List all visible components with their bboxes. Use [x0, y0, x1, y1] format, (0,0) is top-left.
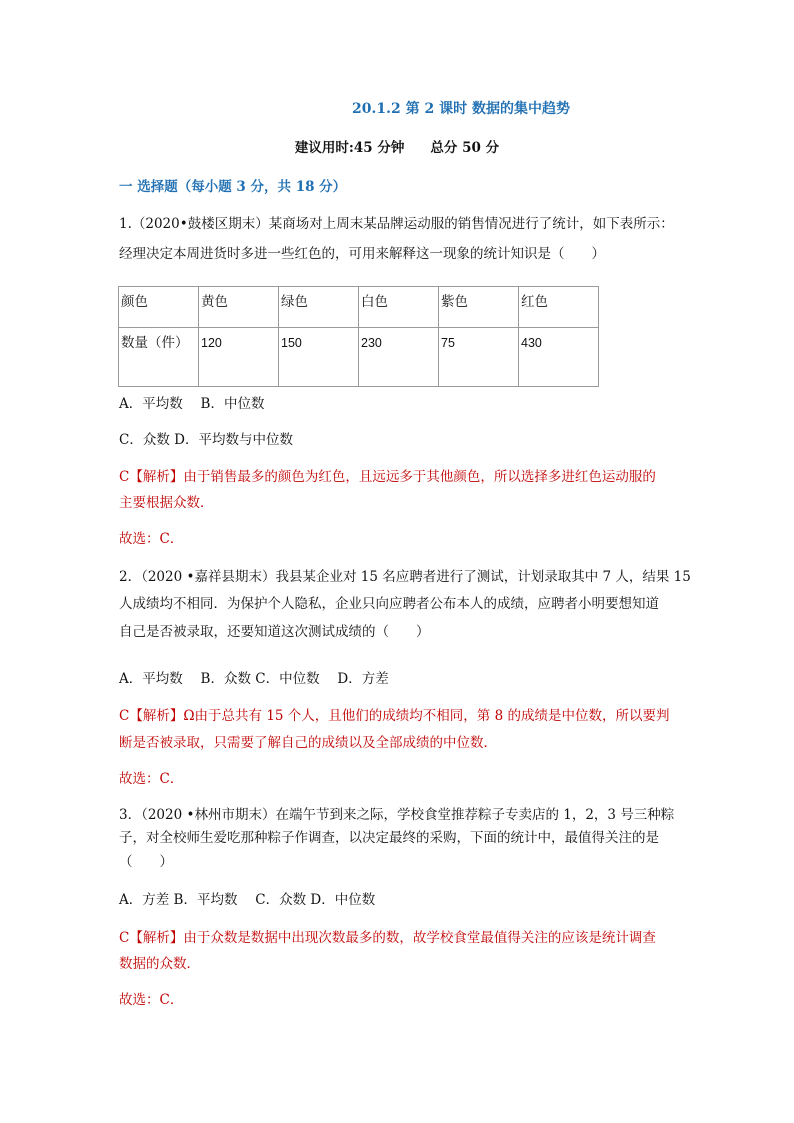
table-header-row: [119, 287, 599, 328]
q3-answer: 故选：C．: [119, 992, 184, 1008]
table-cell: 430: [519, 328, 599, 387]
table-cell: 150: [279, 328, 359, 387]
suggested-time: 建议用时:45 分钟: [294, 140, 405, 156]
table-cell: 230: [359, 328, 439, 387]
q2-line-1: 2．（2020 •嘉祥县期末）我县某企业对 15 名应聘者进行了测试，计划录取其中 7 人，结果 15: [119, 569, 691, 585]
q3-line-2: 子，对全校师生爱吃那种粽子作调查，以决定最终的采购，下面的统计中，最值得关注的是: [119, 830, 659, 846]
q2-line-2: 人成绩均不相同．为保护个人隐私，企业只向应聘者公布本人的成绩，应聘者小明要想知道: [119, 596, 659, 612]
q2-line-3: 自己是否被录取，还要知道这次测试成绩的（ ）: [119, 624, 430, 640]
q3-line-1: 3．（2020 •林州市期末）在端午节到来之际，学校食堂推荐粽子专卖店的 1，2，3 号三种粽: [119, 807, 675, 823]
q1-options-cd: C．众数 D．平均数与中位数: [119, 432, 293, 448]
q2-answer: 故选：C．: [119, 771, 184, 787]
table-cell: 颜色: [119, 287, 199, 328]
q3-line-3: （ ）: [119, 854, 173, 870]
q1-answer: 故选：C．: [119, 531, 184, 547]
table-cell: 红色: [519, 287, 599, 328]
table-cell: 数量（件）: [119, 328, 199, 387]
q2-options: A．平均数 B．众数 C．中位数 D．方差: [119, 671, 389, 687]
q1-line-2: 经理决定本周进货时多进一些红色的，可用来解释这一现象的统计知识是（ ）: [119, 246, 605, 262]
table-cell: 75: [439, 328, 519, 387]
table-cell: 黄色: [199, 287, 279, 328]
q2-analysis-line-2: 断是否被录取，只需要了解自己的成绩以及全部成绩的中位数．: [119, 735, 497, 751]
table-cell: 绿色: [279, 287, 359, 328]
q1-options-ab: A．平均数 B．中位数: [119, 396, 265, 412]
q1-analysis-line-2: 主要根据众数．: [119, 495, 214, 511]
time-and-score: [0, 136, 794, 156]
q1-analysis-line-1: C【解析】由于销售最多的颜色为红色，且远远多于其他颜色，所以选择多进红色运动服的: [119, 469, 656, 485]
total-score: 总分 50 分: [430, 140, 500, 156]
table-cell: 白色: [359, 287, 439, 328]
q3-analysis-line-2: 数据的众数．: [119, 956, 200, 972]
table-cell: 120: [199, 328, 279, 387]
sales-table: [118, 286, 599, 387]
table-row: [119, 328, 599, 387]
q3-options: A．方差 B．平均数 C．众数 D．中位数: [119, 892, 376, 908]
document-title: 20.1.2 第 2 课时 数据的集中趋势: [352, 101, 570, 117]
q3-analysis-line-1: C【解析】由于众数是数据中出现次数最多的数，故学校食堂最值得关注的应该是统计调查: [119, 930, 656, 946]
q1-line-1: 1.（2020•鼓楼区期末）某商场对上周末某品牌运动服的销售情况进行了统计，如下表所示：: [119, 216, 674, 232]
q2-analysis-line-1: C【解析】Ω由于总共有 15 个人，且他们的成绩均不相同，第 8 的成绩是中位数，所以要判: [119, 708, 670, 724]
table-cell: 紫色: [439, 287, 519, 328]
section-heading: 一 选择题（每小题 3 分，共 18 分）: [119, 179, 347, 195]
